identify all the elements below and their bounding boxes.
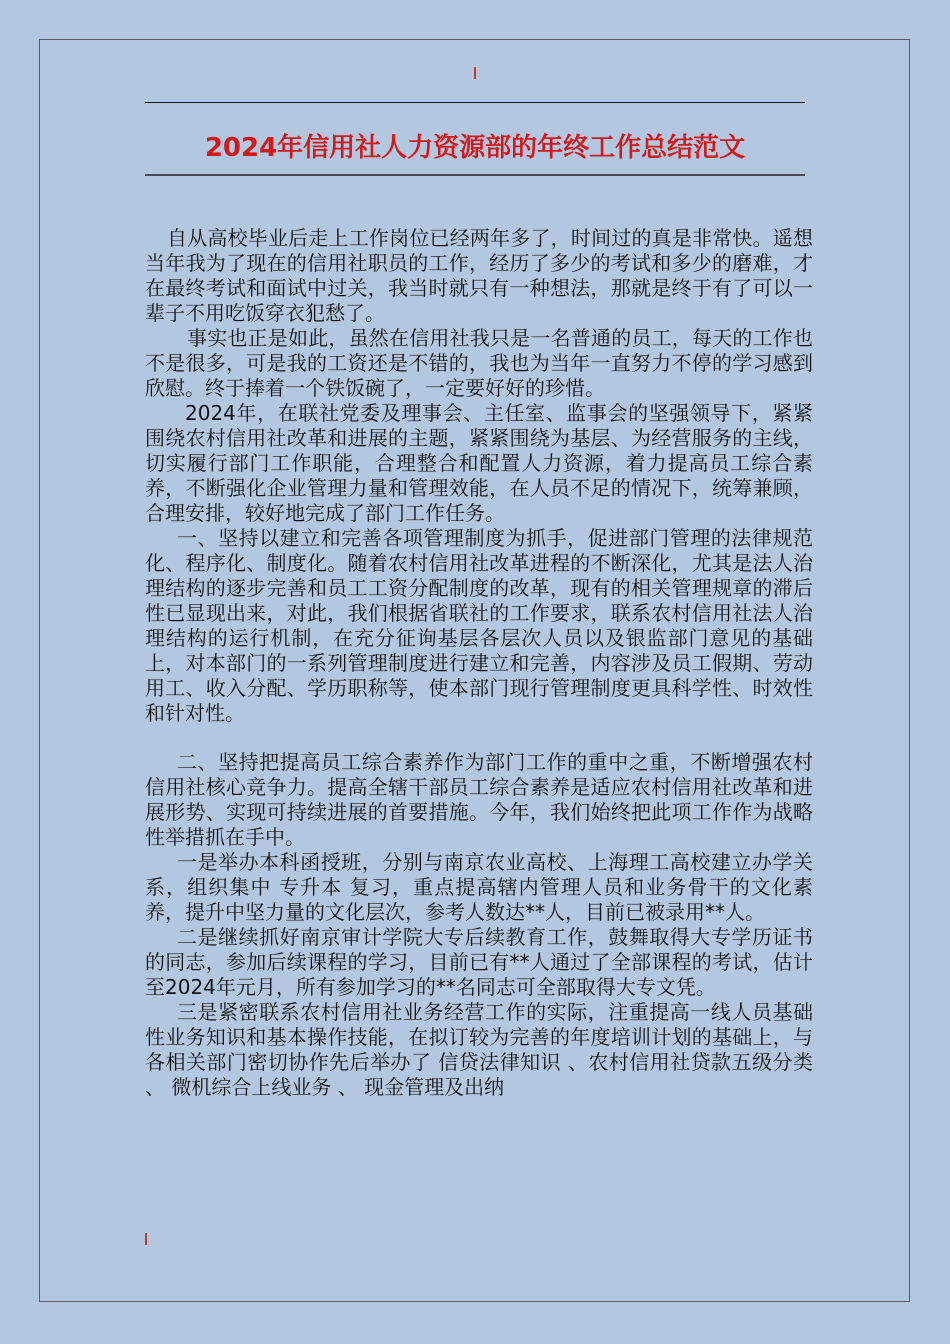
paragraph-7: 二是继续抓好南京审计学院大专后续教育工作，鼓舞取得大专学历证书的同志，参加后续课程的学习，目前已有**人通过了全部课程的考试，估计至2024年元月，所有参加学习的**名同志可全部取得大专文凭。 <box>145 925 813 999</box>
paragraph-2: 事实也正是如此，虽然在信用社我只是一名普通的员工，每天的工作也不是很多，可是我的工资还是不错的，我也为当年一直努力不停的学习感到欣慰。终于捧着一个铁饭碗了，一定要好好的珍惜。 <box>145 326 813 400</box>
paragraph-1: 自从高校毕业后走上工作岗位已经两年多了，时间过的真是非常快。遥想当年我为了现在的信用社职员的工作，经历了多少的考试和多少的磨难，才在最终考试和面试中过关，我当时就只有一种想法，那就是终于有了可以一辈子不用吃饭穿衣犯愁了。 <box>145 226 813 325</box>
document-title: 2024年信用社人力资源部的年终工作总结范文 <box>204 133 746 163</box>
header-marker <box>474 67 476 79</box>
footer-marker <box>145 1233 147 1245</box>
paragraph-8: 三是紧密联系农村信用社业务经营工作的实际，注重提高一线人员基础性业务知识和基本操作技能，在拟订较为完善的年度培训计划的基础上，与各相关部门密切协作先后举办了 信贷法律知识 、农村信用社贷款五级分类 、 微机综合上线业务 、 现金管理及出纳 <box>145 1000 813 1099</box>
paragraph-3: 2024年，在联社党委及理事会、主任室、监事会的坚强领导下，紧紧围绕农村信用社改革和进展的主题，紧紧围绕为基层、为经营服务的主线，切实履行部门工作职能，合理整合和配置人力资源，着力提高员工综合素养，不断强化企业管理力量和管理效能，在人员不足的情况下，统筹兼顾，合理安排，较好地完成了部门工作任务。 <box>145 401 813 525</box>
paragraph-6: 一是举办本科函授班，分别与南京农业高校、上海理工高校建立办学关系，组织集中 专升本 复习，重点提高辖内管理人员和业务骨干的文化素养，提升中坚力量的文化层次，参考人数达**人，目前已被录用**人。 <box>145 850 813 924</box>
title-underline <box>145 174 805 176</box>
paragraph-4: 一、坚持以建立和完善各项管理制度为抓手，促进部门管理的法律规范化、程序化、制度化。随着农村信用社改革进程的不断深化，尤其是法人治理结构的逐步完善和员工工资分配制度的改革，现有的相关管理规章的滞后性已显现出来，对此，我们根据省联社的工作要求，联系农村信用社法人治理结构的运行机制，在充分征询基层各层次人员以及银监部门意见的基础上，对本部门的一系列管理制度进行建立和完善，内容涉及员工假期、劳动用工、收入分配、学历职称等，使本部门现行管理制度更具科学性、时效性和针对性。 <box>145 526 813 725</box>
header-rule <box>145 102 805 103</box>
paragraph-5: 二、坚持把提高员工综合素养作为部门工作的重中之重，不断增强农村信用社核心竞争力。提高全辖干部员工综合素养是适应农村信用社改革和进展形势、实现可持续进展的首要措施。今年，我们始终把此项工作作为战略性举措抓在手中。 <box>145 750 813 849</box>
document-body <box>145 226 813 1100</box>
